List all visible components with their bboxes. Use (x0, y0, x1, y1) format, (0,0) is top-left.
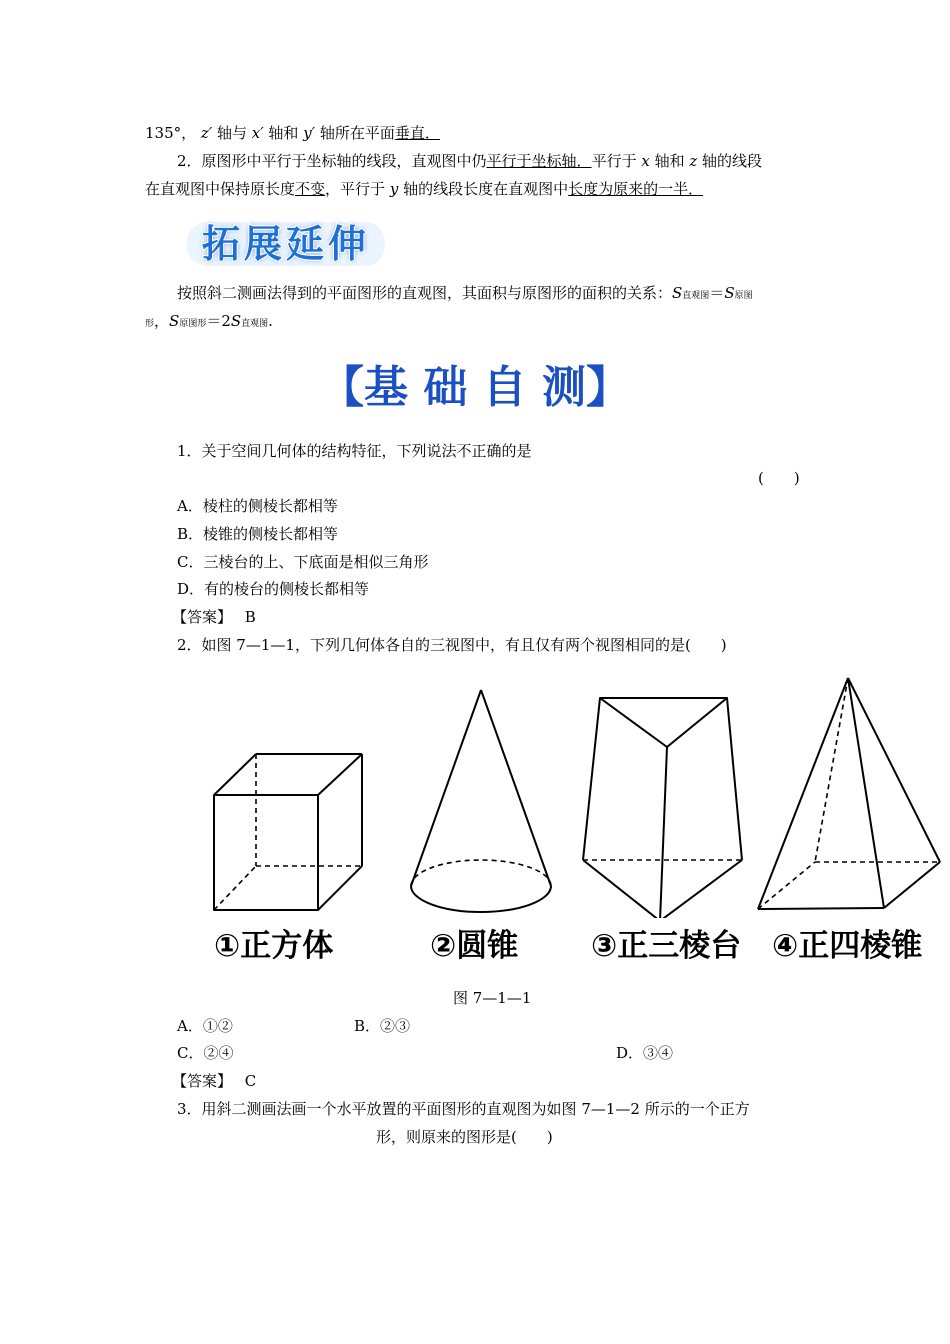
underlined-answer: 不变 (295, 180, 326, 198)
axis-label: y (389, 180, 399, 198)
q1-stem: 1．关于空间几何体的结构特征，下列说法不正确的是 (177, 442, 532, 460)
answer-label: 【答案】 (172, 608, 233, 626)
underlined-answer: 平行于坐标轴． (486, 152, 592, 170)
symbol: S (169, 312, 180, 330)
text: 轴和 (263, 124, 304, 142)
axis-label: z (689, 152, 698, 170)
text: 135°， (145, 124, 197, 142)
text: 在直观图中保持原长度 (145, 180, 296, 198)
q1-option-d: D．有的棱台的侧棱长都相等 (177, 580, 370, 598)
extension-banner (183, 214, 389, 272)
q2-figure-solids (200, 668, 945, 918)
text: ＝ (709, 284, 725, 302)
q1-option-b: B．棱锥的侧棱长都相等 (177, 525, 339, 543)
section-title-text: 【基 础 自 测】 (320, 362, 630, 412)
figure-caption: 图 7—1—1 (453, 989, 532, 1007)
q2-answer (172, 1071, 256, 1091)
symbol: S (230, 312, 242, 330)
axis-label: y′ (303, 124, 316, 142)
text: 轴与 (212, 124, 252, 142)
answer-value: B (244, 608, 256, 626)
section-title (305, 356, 645, 412)
q1-option-c: C．三棱台的上、下底面是相似三角形 (177, 553, 429, 571)
extension-line-2 (145, 311, 273, 334)
q2-stem: 2．如图 7—1—1，下列几何体各自的三视图中，有且仅有两个视图相同的是( ) (177, 636, 727, 654)
q1-answer (172, 607, 256, 627)
cone-figure (411, 690, 551, 912)
text: 2．原图形中平行于坐标轴的线段，直观图中仍 (177, 152, 487, 170)
q3-stem-line-1: 3．用斜二测画法画一个水平放置的平面图形的直观图为如图 7—1—2 所示的一个正方 (177, 1100, 750, 1118)
underlined-answer: 长度为原来的一半． (568, 180, 704, 198)
q2-option-d: D．③④ (616, 1044, 674, 1062)
text: . (268, 312, 273, 330)
top-line-2 (177, 151, 762, 171)
symbol: S (672, 284, 683, 302)
figure-label-cube: ①正方体 (214, 928, 334, 964)
text: 按照斜二测画法得到的平面图形的直观图，其面积与原图形的面积的关系： (177, 284, 673, 302)
text: 轴所在平面 (315, 124, 395, 142)
subscript: 直观图 (241, 319, 269, 329)
text: 轴和 (649, 152, 690, 170)
text: ＝2 (206, 312, 231, 330)
symbol: S (724, 284, 735, 302)
axis-label: x′ (251, 124, 264, 142)
q2-option-c: C．②④ (177, 1044, 234, 1062)
q1-answer-blank: ( ) (758, 469, 800, 487)
text: ， (154, 312, 170, 330)
q2-option-b: B．②③ (354, 1017, 411, 1035)
q2-option-a: A．①② (177, 1017, 233, 1035)
q1-option-a: A．棱柱的侧棱长都相等 (177, 497, 338, 515)
figure-label-cone: ②圆锥 (430, 928, 519, 964)
subscript: 直观图 (682, 291, 710, 301)
top-line-1 (145, 123, 440, 143)
answer-label: 【答案】 (172, 1072, 233, 1090)
banner-text: 拓展延伸 (201, 222, 371, 266)
pyramid-figure (758, 678, 940, 909)
frustum-figure (583, 698, 742, 918)
figure-label-frustum: ③正三棱台 (591, 928, 742, 964)
subscript: 原图形 (179, 319, 207, 329)
subscript: 形 (145, 319, 155, 329)
q3-stem-line-2: 形，则原来的图形是( ) (376, 1128, 553, 1146)
extension-line-1 (177, 283, 753, 306)
cube-figure (214, 754, 362, 910)
underlined-answer: 垂直． (394, 124, 440, 142)
text: 轴的线段长度在直观图中 (398, 180, 569, 198)
axis-label: z′ (200, 124, 213, 142)
figure-label-pyramid: ④正四棱锥 (772, 928, 923, 964)
text: ，平行于 (325, 180, 390, 198)
top-line-3 (145, 179, 703, 199)
subscript: 原图 (734, 291, 753, 301)
text: 轴的线段 (697, 152, 763, 170)
text: 平行于 (591, 152, 642, 170)
axis-label: x (641, 152, 650, 170)
answer-value: C (244, 1072, 257, 1090)
